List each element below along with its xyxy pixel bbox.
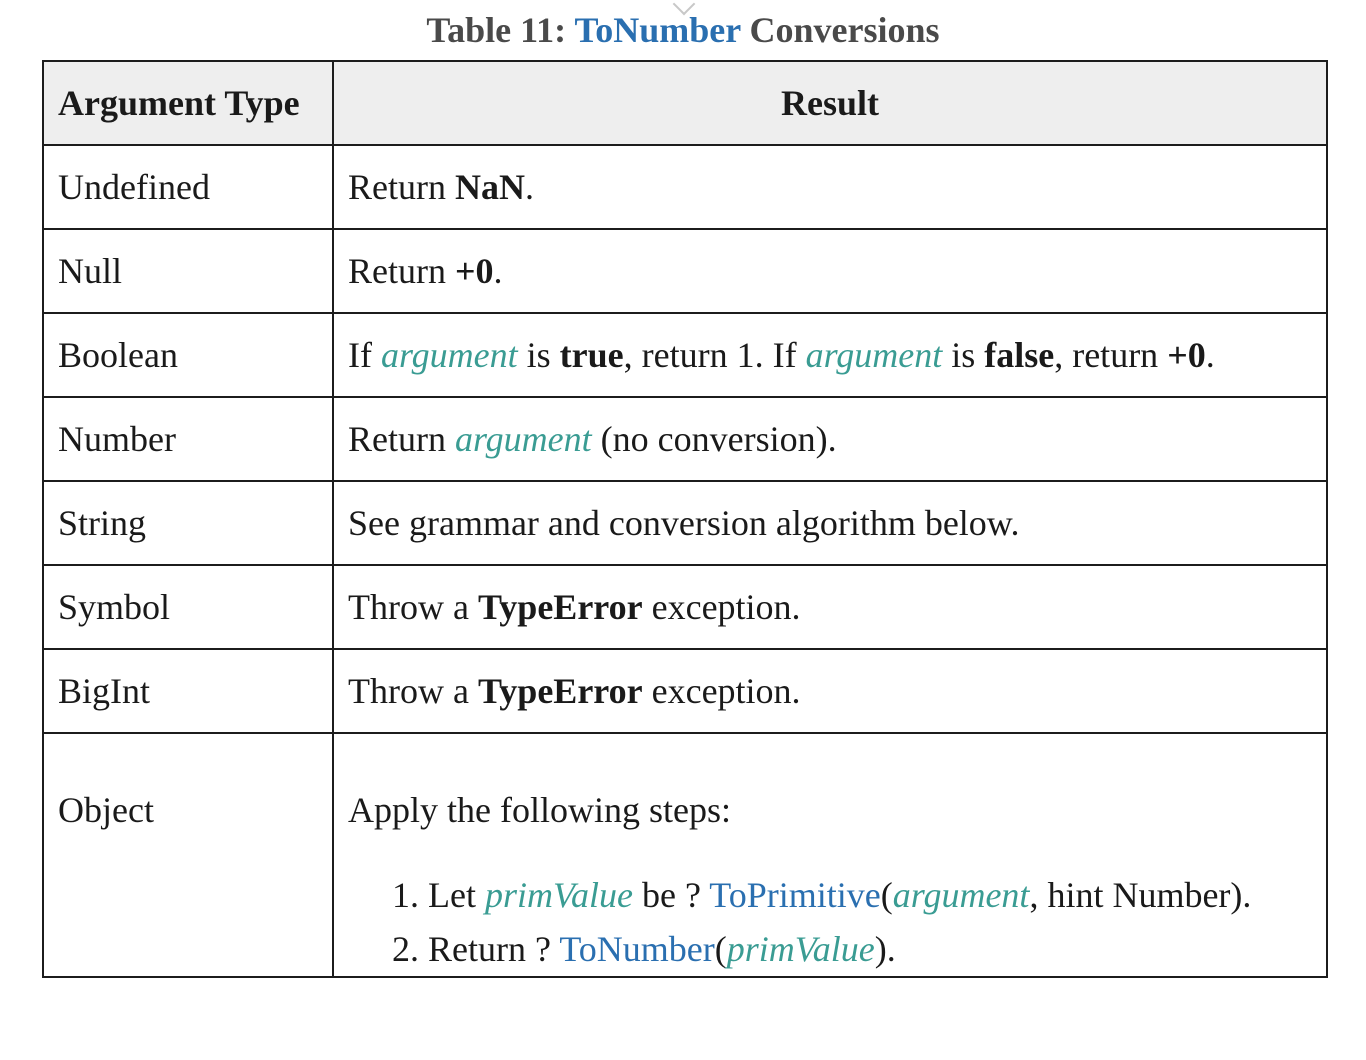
argument-type-cell: Boolean [43, 313, 333, 397]
result-cell: Throw a TypeError exception. [333, 565, 1327, 649]
caption-suffix: Conversions [740, 10, 940, 50]
caption-prefix: Table 11: [426, 10, 575, 50]
tonumber-link[interactable]: ToNumber [559, 929, 715, 969]
result-cell: Throw a TypeError exception. [333, 649, 1327, 733]
argument-var-link[interactable]: argument [892, 875, 1030, 915]
argument-type-cell: Symbol [43, 565, 333, 649]
toprimitive-link[interactable]: ToPrimitive [709, 875, 881, 915]
header-argument-type: Argument Type [43, 61, 333, 145]
tonumber-conversions-table [42, 60, 1328, 978]
argument-type-cell: Undefined [43, 145, 333, 229]
header-result: Result [333, 61, 1327, 145]
list-item: 1. Let primValue be ? ToPrimitive(argument, hint Number). [428, 868, 1326, 922]
argument-var-link[interactable]: argument [805, 335, 943, 375]
result-cell: Return argument (no conversion). [333, 397, 1327, 481]
table-row [43, 565, 1327, 649]
result-cell: If argument is true, return 1. If argument is false, return +0. [333, 313, 1327, 397]
table-caption [0, 8, 1366, 52]
primvalue-var-link[interactable]: primValue [726, 929, 875, 969]
result-cell [333, 733, 1327, 977]
result-cell: Return +0. [333, 229, 1327, 313]
table-row [43, 649, 1327, 733]
argument-type-cell: BigInt [43, 649, 333, 733]
steps-list [348, 868, 1326, 976]
argument-var-link[interactable]: argument [454, 419, 592, 459]
steps-intro: Apply the following steps: [348, 790, 731, 830]
result-cell: Return NaN. [333, 145, 1327, 229]
table-row [43, 733, 1327, 977]
argument-type-cell: Object [43, 733, 333, 977]
table-row [43, 397, 1327, 481]
argument-var-link[interactable]: argument [380, 335, 518, 375]
argument-type-cell: Number [43, 397, 333, 481]
result-cell: See grammar and conversion algorithm below. [333, 481, 1327, 565]
table-row [43, 481, 1327, 565]
list-item: 2. Return ? ToNumber(primValue). [428, 922, 1326, 976]
header-row [43, 61, 1327, 145]
table-row [43, 145, 1327, 229]
table-row [43, 229, 1327, 313]
table-row [43, 313, 1327, 397]
caption-tonumber-link[interactable]: ToNumber [574, 10, 741, 50]
argument-type-cell: Null [43, 229, 333, 313]
primvalue-var-link[interactable]: primValue [484, 875, 633, 915]
argument-type-cell: String [43, 481, 333, 565]
